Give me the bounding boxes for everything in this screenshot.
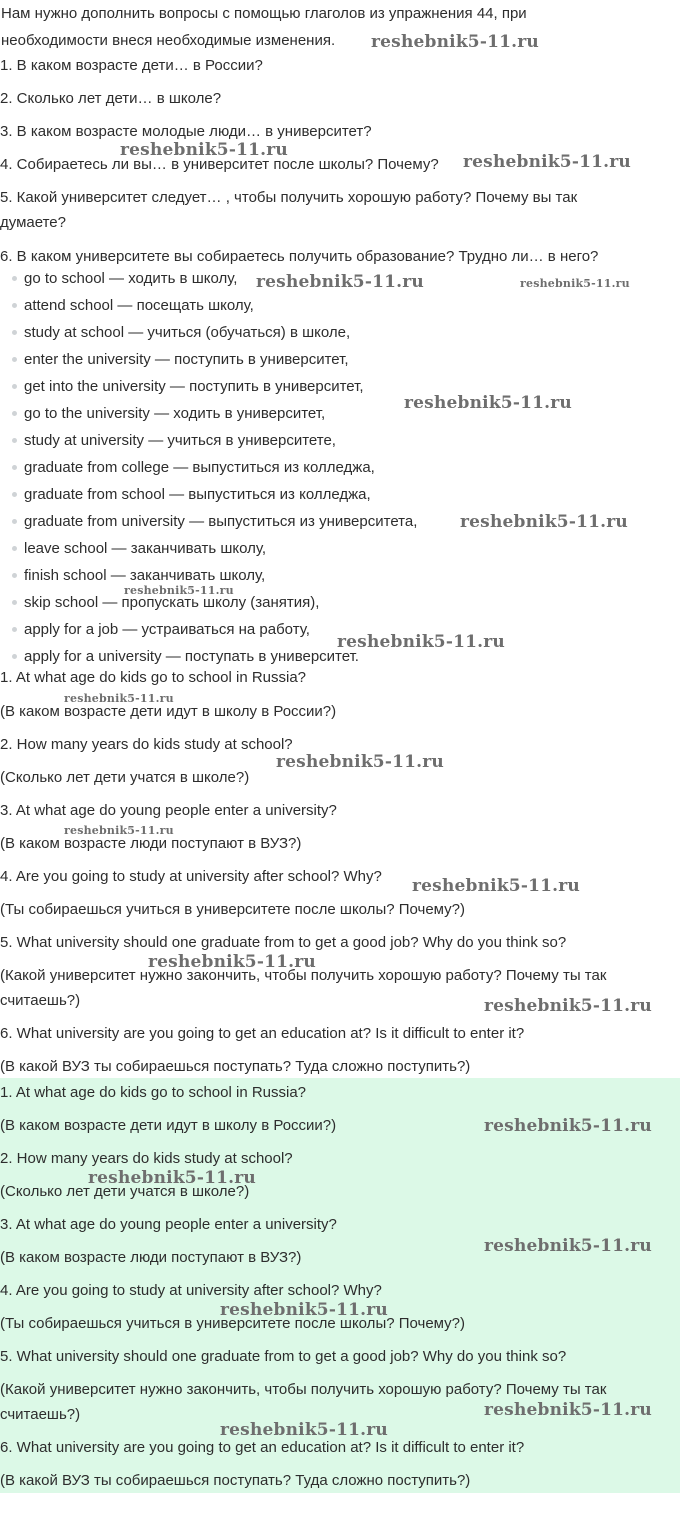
watermark: reshebnik5-11.ru — [220, 1420, 388, 1440]
bullet-dot — [12, 411, 17, 416]
question-ru-5: 5. Какой университет следует… , чтобы получить хорошую работу? Почему вы так — [0, 189, 578, 206]
box-answer-en-5: 5. What university should one graduate from to get a good job? Why do you think so? — [0, 1348, 567, 1365]
box-answer-en-3: 3. At what age do young people enter a university? — [0, 1216, 337, 1233]
phrase-text: get into the university — поступить в университет, — [24, 378, 364, 395]
bullet-dot — [12, 465, 17, 470]
question-ru-3: 3. В каком возрасте молодые люди… в университет? — [0, 123, 372, 140]
bullet-dot — [12, 276, 17, 281]
phrase-text: graduate from college — выпуститься из колледжа, — [24, 459, 375, 476]
phrase-item — [12, 377, 364, 397]
watermark: reshebnik5-11.ru — [124, 584, 234, 597]
bullet-dot — [12, 627, 17, 632]
question-ru-1: 1. В каком возрасте дети… в России? — [0, 57, 263, 74]
answer-en-5: 5. What university should one graduate from to get a good job? Why do you think so? — [0, 934, 567, 951]
phrase-item — [12, 647, 359, 667]
answer-ru-5: (Какой университет нужно закончить, чтобы получить хорошую работу? Почему ты так — [0, 967, 607, 984]
watermark: reshebnik5-11.ru — [148, 952, 316, 972]
answer-en-3: 3. At what age do young people enter a university? — [0, 802, 337, 819]
phrase-item — [12, 620, 310, 640]
answer-en-4: 4. Are you going to study at university after school? Why? — [0, 868, 382, 885]
phrase-item — [12, 539, 266, 559]
box-answer-en-4: 4. Are you going to study at university after school? Why? — [0, 1282, 382, 1299]
watermark: reshebnik5-11.ru — [276, 752, 444, 772]
watermark: reshebnik5-11.ru — [64, 692, 174, 705]
bullet-dot — [12, 519, 17, 524]
box-answer-ru-5: (Какой университет нужно закончить, чтобы получить хорошую работу? Почему ты так — [0, 1381, 607, 1398]
phrase-item — [12, 458, 375, 478]
question-ru-6: 6. В каком университете вы собираетесь получить образование? Трудно ли… в него? — [0, 248, 599, 265]
phrase-item — [12, 323, 350, 343]
answer-ru-2: (Сколько лет дети учатся в школе?) — [0, 769, 250, 786]
watermark: reshebnik5-11.ru — [484, 1400, 652, 1420]
phrase-item — [12, 512, 417, 532]
bullet-dot — [12, 654, 17, 659]
answer-en-2: 2. How many years do kids study at school? — [0, 736, 293, 753]
bullet-dot — [12, 384, 17, 389]
phrase-text: skip school — пропускать школу (занятия), — [24, 594, 320, 611]
watermark: reshebnik5-11.ru — [460, 512, 628, 532]
intro-line-2: необходимости внеся необходимые изменения. — [1, 32, 336, 49]
watermark: reshebnik5-11.ru — [337, 632, 505, 652]
phrase-text: go to the university — ходить в университет, — [24, 405, 326, 422]
box-answer-ru-1: (В каком возрасте дети идут в школу в России?) — [0, 1117, 337, 1134]
question-ru-5-cont: думаете? — [0, 214, 66, 231]
box-answer-ru-6: (В какой ВУЗ ты собираешься поступать? Туда сложно поступить?) — [0, 1472, 471, 1489]
phrase-item — [12, 485, 371, 505]
phrase-text: apply for a job — устраиваться на работу, — [24, 621, 310, 638]
phrase-text: study at university — учиться в университете, — [24, 432, 336, 449]
phrase-item — [12, 296, 254, 316]
answer-en-1: 1. At what age do kids go to school in Russia? — [0, 669, 307, 686]
watermark: reshebnik5-11.ru — [463, 152, 631, 172]
intro-line-1: Нам нужно дополнить вопросы с помощью глаголов из упражнения 44, при — [1, 5, 527, 22]
phrase-item — [12, 431, 336, 451]
watermark: reshebnik5-11.ru — [520, 277, 630, 290]
phrase-item — [12, 269, 237, 289]
bullet-dot — [12, 492, 17, 497]
answer-ru-1: (В каком возрасте дети идут в школу в России?) — [0, 703, 337, 720]
bullet-dot — [12, 303, 17, 308]
phrase-text: apply for a university — поступать в университет. — [24, 648, 359, 665]
bullet-dot — [12, 357, 17, 362]
phrase-item — [12, 404, 325, 424]
phrase-item — [12, 566, 265, 586]
answer-ru-3: (В каком возрасте люди поступают в ВУЗ?) — [0, 835, 302, 852]
answer-ru-6: (В какой ВУЗ ты собираешься поступать? Туда сложно поступить?) — [0, 1058, 471, 1075]
answer-ru-5-cont: считаешь?) — [0, 992, 81, 1009]
box-answer-en-6: 6. What university are you going to get an education at? Is it difficult to enter it? — [0, 1439, 525, 1456]
box-answer-en-1: 1. At what age do kids go to school in Russia? — [0, 1084, 307, 1101]
phrase-text: enter the university — поступить в университет, — [24, 351, 349, 368]
phrase-text: graduate from university — выпуститься из университета, — [24, 513, 418, 530]
box-answer-ru-4: (Ты собираешься учиться в университете после школы? Почему?) — [0, 1315, 465, 1332]
box-answer-ru-5-cont: считаешь?) — [0, 1406, 81, 1423]
watermark: reshebnik5-11.ru — [484, 1116, 652, 1136]
box-answer-ru-3: (В каком возрасте люди поступают в ВУЗ?) — [0, 1249, 302, 1266]
answer-ru-4: (Ты собираешься учиться в университете после школы? Почему?) — [0, 901, 465, 918]
watermark: reshebnik5-11.ru — [120, 140, 288, 160]
question-ru-4: 4. Собираетесь ли вы… в университет после школы? Почему? — [0, 156, 439, 173]
phrase-text: go to school — ходить в школу, — [24, 270, 238, 287]
watermark: reshebnik5-11.ru — [404, 393, 572, 413]
phrase-text: graduate from school — выпуститься из колледжа, — [24, 486, 371, 503]
bullet-dot — [12, 438, 17, 443]
watermark: reshebnik5-11.ru — [484, 996, 652, 1016]
bullet-dot — [12, 573, 17, 578]
watermark: reshebnik5-11.ru — [256, 272, 424, 292]
watermark: reshebnik5-11.ru — [88, 1168, 256, 1188]
bullet-dot — [12, 330, 17, 335]
bullet-dot — [12, 546, 17, 551]
bullet-dot — [12, 600, 17, 605]
box-answer-en-2: 2. How many years do kids study at school? — [0, 1150, 293, 1167]
phrase-text: finish school — заканчивать школу, — [24, 567, 266, 584]
watermark: reshebnik5-11.ru — [220, 1300, 388, 1320]
phrase-item — [12, 350, 349, 370]
watermark: reshebnik5-11.ru — [412, 876, 580, 896]
phrase-text: attend school — посещать школу, — [24, 297, 254, 314]
watermark: reshebnik5-11.ru — [484, 1236, 652, 1256]
watermark: reshebnik5-11.ru — [64, 824, 174, 837]
phrase-text: leave school — заканчивать школу, — [24, 540, 267, 557]
question-ru-2: 2. Сколько лет дети… в школе? — [0, 90, 222, 107]
box-answer-ru-2: (Сколько лет дети учатся в школе?) — [0, 1183, 250, 1200]
answer-en-6: 6. What university are you going to get an education at? Is it difficult to enter it? — [0, 1025, 525, 1042]
phrase-text: study at school — учиться (обучаться) в школе, — [24, 324, 351, 341]
watermark: reshebnik5-11.ru — [371, 32, 539, 52]
